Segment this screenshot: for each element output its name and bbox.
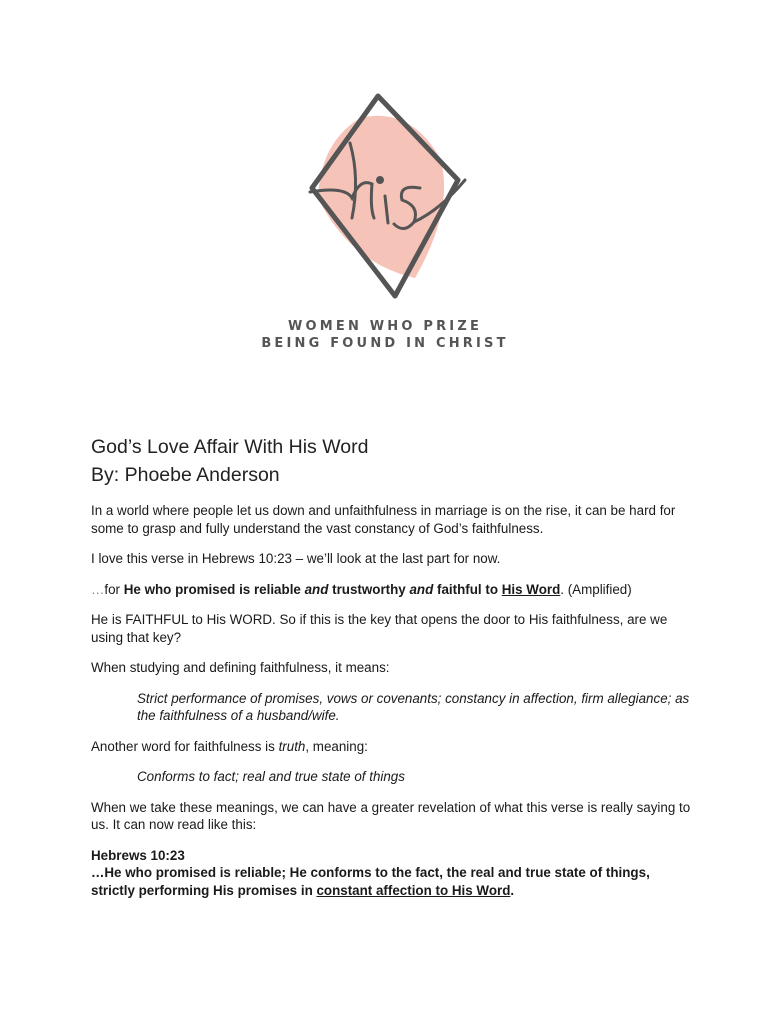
verse-italic-2: and (409, 581, 434, 597)
final-verse-end: . (510, 882, 515, 898)
tagline-line2: BEING FOUND IN CHRIST (261, 336, 509, 351)
definition-faithfulness: Strict performance of promises, vows or covenants; constancy in affection, firm allegiance; as the faithfulness of a husband/wife. (137, 690, 690, 723)
article-title: God’s Love Affair With His Word (91, 436, 369, 458)
verse-italic-1: and (304, 581, 329, 597)
his-logo (290, 88, 480, 303)
paragraph-revelation: When we take these meanings, we can have a greater revelation of what this verse is really saying to us. It can now read like this: (91, 799, 691, 832)
verse-bold-3: faithful to (433, 581, 502, 597)
paragraph-intro: In a world where people let us down and unfaithfulness in marriage is on the rise, it can be hard for some to grasp and fully understand the vast constancy of God’s faithfulness. (91, 503, 676, 536)
verse-tail: . (Amplified) (560, 581, 632, 597)
verse-bold-2: trustworthy (328, 581, 410, 597)
paragraph-faithful: He is FAITHFUL to His WORD. So if this is the key that opens the door to His faithfulness, are we using that key? (91, 612, 668, 645)
final-verse-reference: Hebrews 10:23 (91, 847, 185, 863)
truth-word: truth (278, 738, 306, 754)
verse-underlined: His Word (501, 581, 561, 597)
article-byline: By: Phoebe Anderson (91, 464, 280, 486)
tagline-line1: WOMEN WHO PRIZE (287, 319, 483, 334)
definition-truth: Conforms to fact; real and true state of things (137, 769, 405, 784)
paragraph-verse-intro: I love this verse in Hebrews 10:23 – we’ll look at the last part for now. (91, 551, 501, 566)
logo-tagline (0, 318, 770, 352)
his-logo-mark (290, 88, 480, 303)
final-verse-underlined: constant affection to His Word (316, 882, 511, 898)
verse-lead: for (104, 581, 124, 597)
verse-bold-1: He who promised is reliable (123, 581, 305, 597)
article-body (91, 433, 691, 899)
verse-prefix: … (91, 581, 105, 597)
paragraph-definition-intro: When studying and defining faithfulness, it means: (91, 660, 390, 675)
final-verse-text: …He who promised is reliable; He conforms to the fact, the real and true state of things, strictly performing His promises in (91, 865, 650, 898)
final-verse (91, 847, 691, 900)
paragraph-truth (91, 738, 691, 756)
amplified-verse (91, 581, 691, 599)
truth-before: Another word for faithfulness is (91, 738, 279, 754)
truth-after: , meaning: (305, 738, 368, 754)
